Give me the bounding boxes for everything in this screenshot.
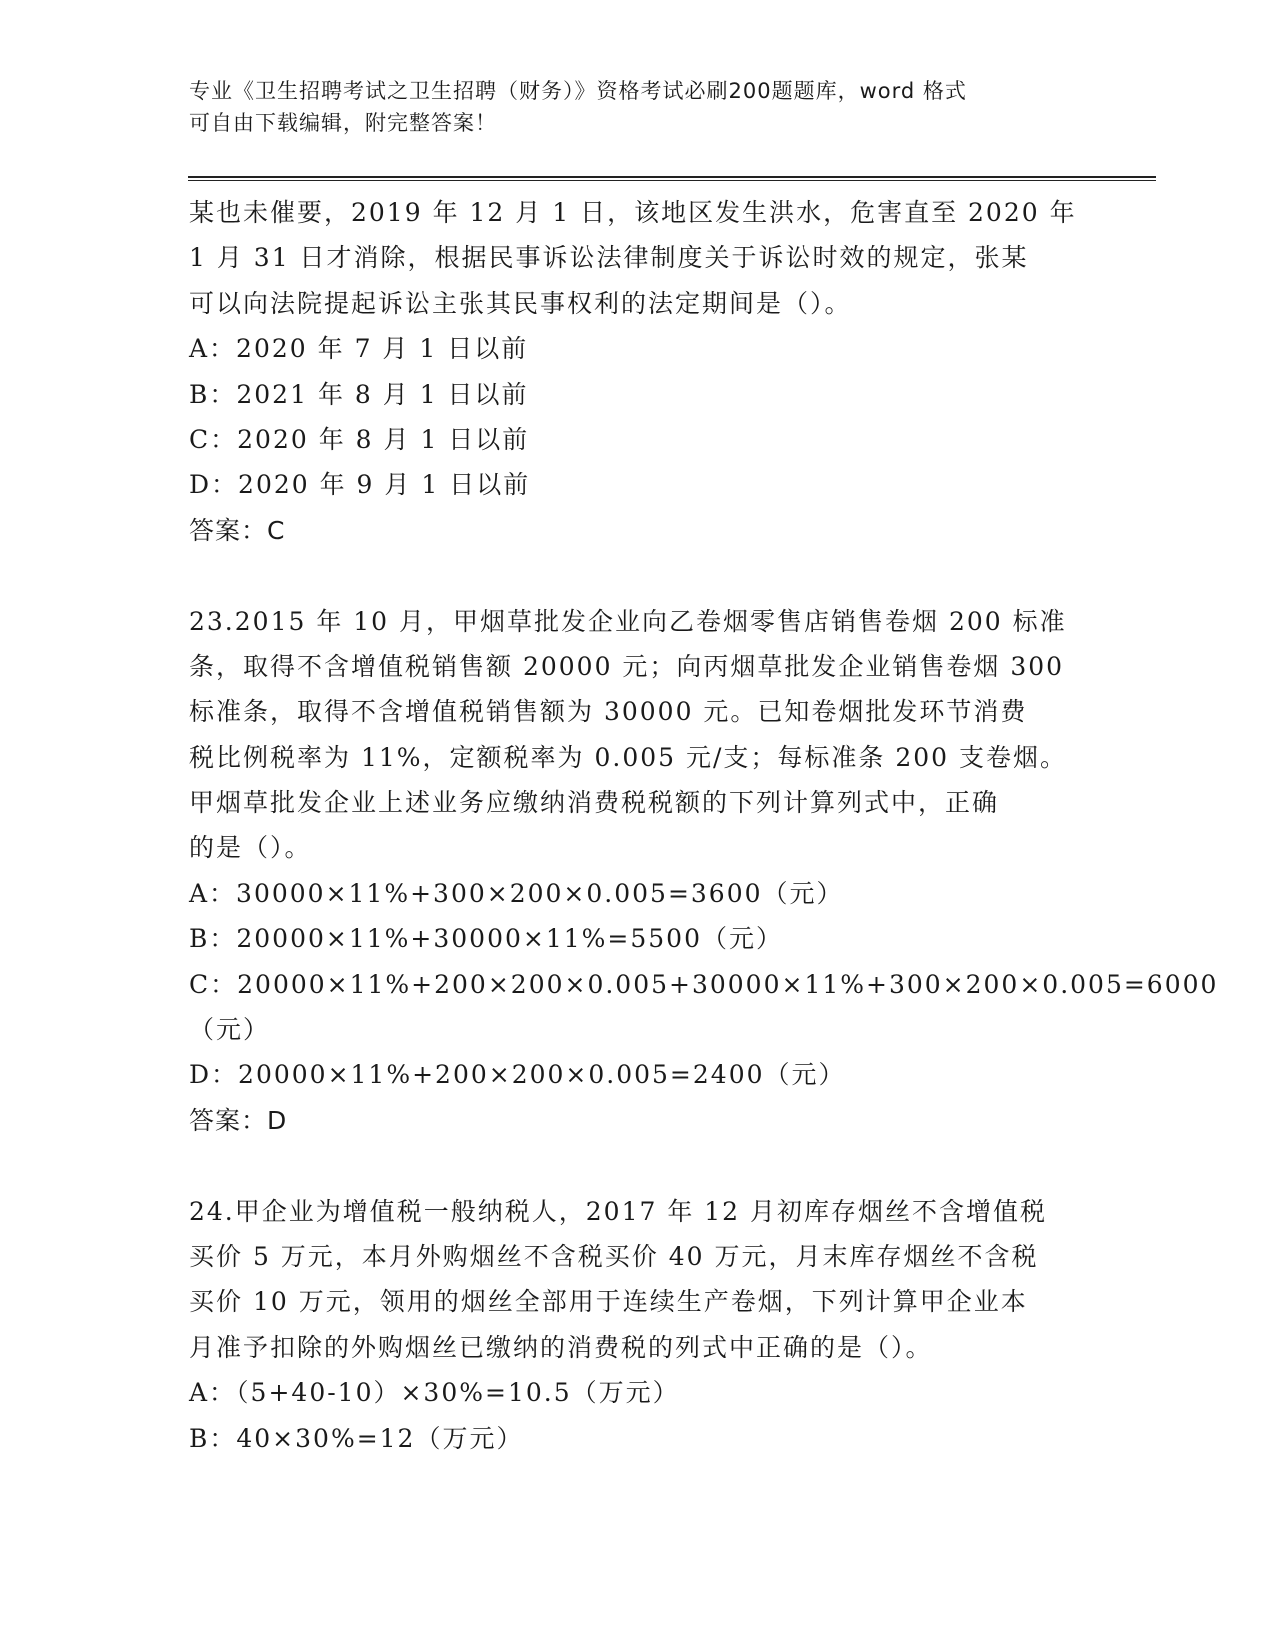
question-text-line: 税比例税率为 11%，定额税率为 0.005 元/支；每标准条 200 支卷烟。 <box>189 742 1068 772</box>
option-d: D：20000×11%+200×200×0.005=2400（元） <box>189 1060 846 1090</box>
question-text-line: 买价 5 万元，本月外购烟丝不含税买价 40 万元，月末库存烟丝不含税 <box>189 1241 1039 1271</box>
question-23 <box>189 599 1219 1144</box>
question-text-line: 标准条，取得不含增值税销售额为 30000 元。已知卷烟批发环节消费 <box>189 697 1028 727</box>
question-text-line: 月准予扣除的外购烟丝已缴纳的消费税的列式中正确的是（）。 <box>189 1332 933 1362</box>
question-text-line: 1 月 31 日才消除，根据民事诉讼法律制度关于诉讼时效的规定，张某 <box>189 243 1029 273</box>
page-header <box>189 75 1089 139</box>
document-body <box>189 190 1219 1461</box>
header-line-1: 专业《卫生招聘考试之卫生招聘（财务）》资格考试必刷200题题库，word 格式 <box>189 79 967 103</box>
option-a: A：30000×11%+300×200×0.005=3600（元） <box>189 878 844 908</box>
question-text-line: 23.2015 年 10 月，甲烟草批发企业向乙卷烟零售店销售卷烟 200 标准 <box>189 606 1067 636</box>
question-text-line: 的是（）。 <box>189 833 312 863</box>
option-b: B：20000×11%+30000×11%=5500（元） <box>189 924 783 954</box>
option-b: B：2021 年 8 月 1 日以前 <box>189 379 529 409</box>
question-text-line: 某也未催要，2019 年 12 月 1 日，该地区发生洪水，危害直至 2020 年 <box>189 198 1077 227</box>
question-22-continued <box>189 190 1089 553</box>
option-a: A：（5+40-10）×30%=10.5（万元） <box>189 1378 680 1408</box>
question-text-line: 甲烟草批发企业上述业务应缴纳消费税税额的下列计算列式中，正确 <box>189 788 1000 818</box>
question-text-line: 买价 10 万元，领用的烟丝全部用于连续生产卷烟，下列计算甲企业本 <box>189 1287 1028 1317</box>
option-c-continued: （元） <box>189 1015 271 1045</box>
option-d: D：2020 年 9 月 1 日以前 <box>189 470 531 500</box>
option-c: C：2020 年 8 月 1 日以前 <box>189 424 530 454</box>
spacer <box>189 1143 1089 1188</box>
question-text-line: 条，取得不含增值税销售额 20000 元；向丙烟草批发企业销售卷烟 300 <box>189 651 1065 681</box>
option-b: B：40×30%=12（万元） <box>189 1423 524 1453</box>
answer-line: 答案：C <box>189 515 286 545</box>
header-line-2: 可自由下载编辑，附完整答案！ <box>189 111 497 135</box>
spacer <box>189 553 1089 598</box>
question-text-line: 可以向法院提起诉讼主张其民事权利的法定期间是（）。 <box>189 288 852 318</box>
header-divider <box>188 176 1156 181</box>
option-a: A：2020 年 7 月 1 日以前 <box>189 334 529 364</box>
question-text-line: 24.甲企业为增值税一般纳税人，2017 年 12 月初库存烟丝不含增值税 <box>189 1196 1048 1226</box>
answer-line: 答案：D <box>189 1105 288 1135</box>
option-c: C：20000×11%+200×200×0.005+30000×11%+300×200×0.005=6000 <box>189 969 1219 999</box>
question-24 <box>189 1189 1089 1461</box>
